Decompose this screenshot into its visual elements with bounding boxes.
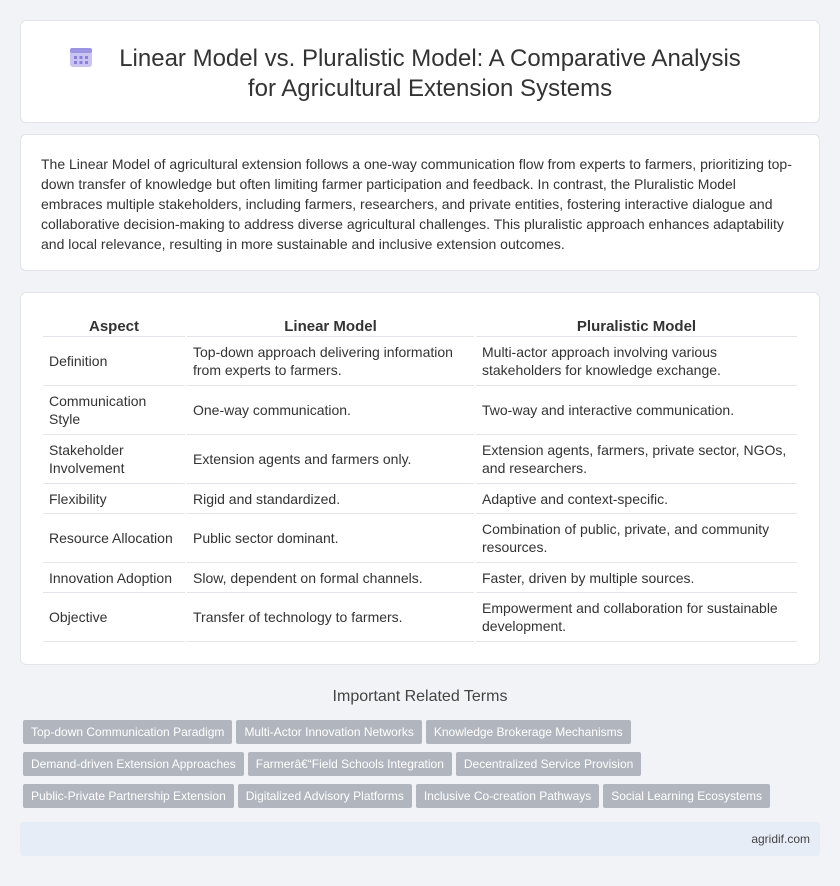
linear-cell: Extension agents and farmers only. <box>187 435 474 484</box>
aspect-cell: Objective <box>43 593 185 642</box>
related-term-tag[interactable]: Inclusive Co-creation Pathways <box>416 784 599 808</box>
pluralistic-cell: Multi-actor approach involving various stakeholders for knowledge exchange. <box>476 337 797 386</box>
table-row <box>43 337 797 386</box>
header-linear-model: Linear Model <box>187 317 474 337</box>
pluralistic-cell: Extension agents, farmers, private sector, NGOs, and researchers. <box>476 435 797 484</box>
comparison-card <box>20 292 820 665</box>
table-row <box>43 514 797 563</box>
pluralistic-cell: Faster, driven by multiple sources. <box>476 563 797 593</box>
title-card <box>20 20 820 123</box>
table-row <box>43 593 797 642</box>
pluralistic-cell: Adaptive and context-specific. <box>476 484 797 514</box>
table-row <box>43 386 797 435</box>
table-row <box>43 484 797 514</box>
pluralistic-cell: Empowerment and collaboration for sustainable development. <box>476 593 797 642</box>
related-term-tag[interactable]: Knowledge Brokerage Mechanisms <box>426 720 631 744</box>
aspect-cell: Resource Allocation <box>43 514 185 563</box>
pluralistic-cell: Combination of public, private, and community resources. <box>476 514 797 563</box>
related-term-tag[interactable]: Top-down Communication Paradigm <box>23 720 232 744</box>
table-row <box>43 435 797 484</box>
pluralistic-cell: Two-way and interactive communication. <box>476 386 797 435</box>
aspect-cell: Definition <box>43 337 185 386</box>
related-terms-list <box>23 720 823 816</box>
related-term-tag[interactable]: Digitalized Advisory Platforms <box>238 784 412 808</box>
linear-cell: One-way communication. <box>187 386 474 435</box>
summary-card <box>20 134 820 271</box>
header-aspect: Aspect <box>43 317 185 337</box>
related-term-tag[interactable]: Farmerâ€“Field Schools Integration <box>248 752 452 776</box>
aspect-cell: Flexibility <box>43 484 185 514</box>
summary-paragraph: The Linear Model of agricultural extension follows a one-way communication flow from experts to farmers, prioritizing top-down transfer of knowledge but often limiting farmer participation and feedback. In contrast, the Pluralistic Model embraces multiple stakeholders, including farmers, researchers, and private entities, fostering interactive dialogue and collaborative decision-making to address diverse agricultural challenges. This pluralistic approach enhances adaptability and local relevance, resulting in more sustainable and inclusive extension outcomes. <box>41 156 792 252</box>
linear-cell: Public sector dominant. <box>187 514 474 563</box>
related-terms-heading: Important Related Terms <box>332 688 508 705</box>
footer <box>20 822 820 856</box>
related-term-tag[interactable]: Demand-driven Extension Approaches <box>23 752 244 776</box>
footer-site-link[interactable]: agridif.com <box>751 832 810 846</box>
aspect-cell: Stakeholder Involvement <box>43 435 185 484</box>
linear-cell: Rigid and standardized. <box>187 484 474 514</box>
related-term-tag[interactable]: Public-Private Partnership Extension <box>23 784 234 808</box>
related-term-tag[interactable]: Decentralized Service Provision <box>456 752 641 776</box>
linear-cell: Top-down approach delivering information from experts to farmers. <box>187 337 474 386</box>
linear-cell: Transfer of technology to farmers. <box>187 593 474 642</box>
header-pluralistic-model: Pluralistic Model <box>476 317 797 337</box>
page-title: Linear Model vs. Pluralistic Model: A Comparative Analysis for Agricultural Extension Systems <box>119 45 741 102</box>
aspect-cell: Innovation Adoption <box>43 563 185 593</box>
comparison-table <box>41 317 799 642</box>
linear-cell: Slow, dependent on formal channels. <box>187 563 474 593</box>
aspect-cell: Communication Style <box>43 386 185 435</box>
related-term-tag[interactable]: Social Learning Ecosystems <box>603 784 770 808</box>
related-term-tag[interactable]: Multi-Actor Innovation Networks <box>236 720 421 744</box>
table-row <box>43 563 797 593</box>
